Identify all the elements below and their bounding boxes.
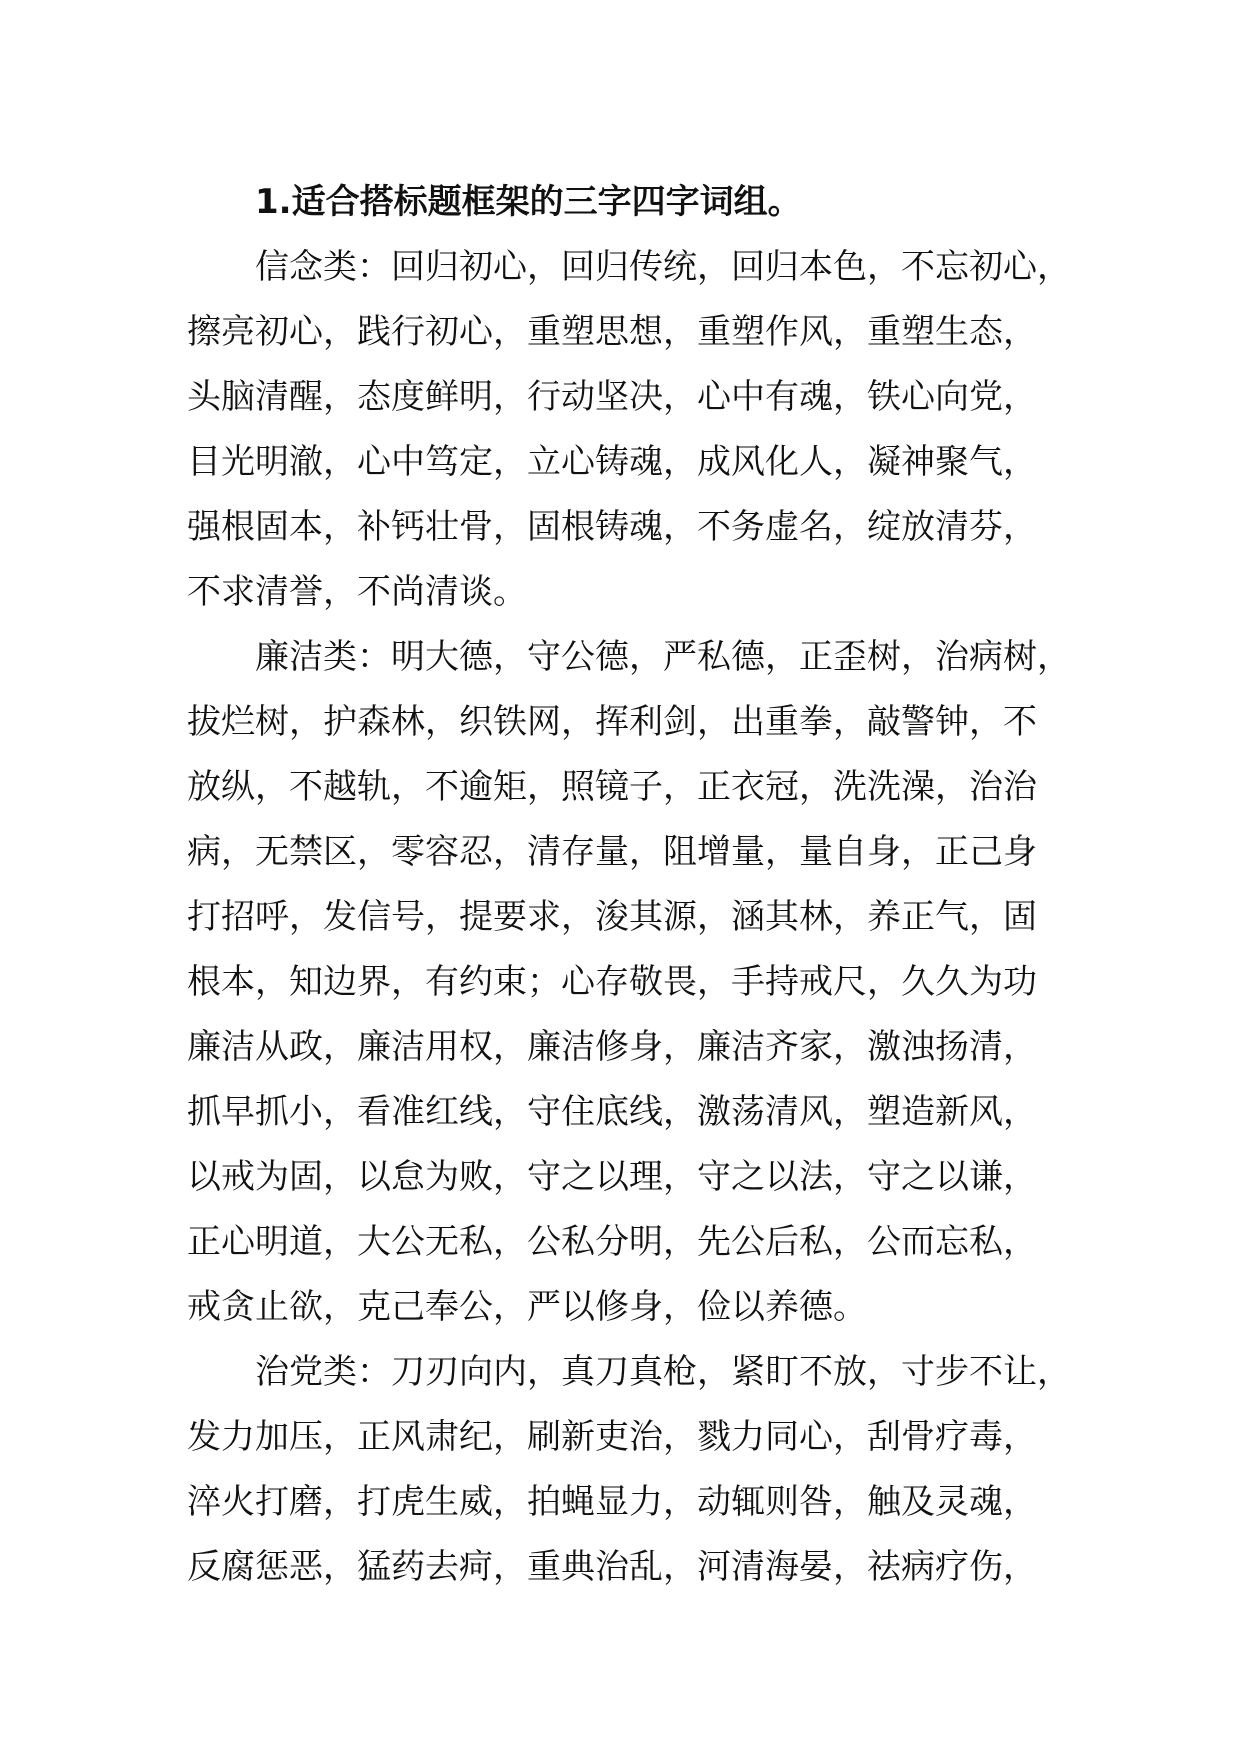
- text-line: 以戒为固，以怠为败，守之以理，守之以法，守之以谦，: [187, 1157, 1037, 1197]
- text-line: 信念类：回归初心，回归传统，回归本色，不忘初心，: [255, 247, 1071, 287]
- section-heading: 1.适合搭标题框架的三字四字词组。: [255, 182, 802, 222]
- text-line: 淬火打磨，打虎生威，拍蝇显力，动辄则咎，触及灵魂，: [187, 1482, 1037, 1522]
- text-line: 戒贪止欲，克己奉公，严以修身，俭以养德。: [187, 1287, 867, 1327]
- text-line: 目光明澈，心中笃定，立心铸魂，成风化人，凝神聚气，: [187, 442, 1037, 482]
- text-line: 反腐惩恶，猛药去疴，重典治乱，河清海晏，祛病疗伤，: [187, 1547, 1037, 1587]
- text-line: 廉洁从政，廉洁用权，廉洁修身，廉洁齐家，激浊扬清，: [187, 1027, 1037, 1067]
- text-line: 擦亮初心，践行初心，重塑思想，重塑作风，重塑生态，: [187, 312, 1037, 352]
- text-line: 拔烂树，护森林，织铁网，挥利剑，出重拳，敲警钟，不: [187, 702, 1037, 742]
- text-line: 根本，知边界，有约束；心存敬畏，手持戒尺，久久为功: [187, 962, 1037, 1002]
- paragraph-party-governance: [187, 1340, 1087, 1600]
- text-line: 发力加压，正风肃纪，刷新吏治，戮力同心，刮骨疗毒，: [187, 1417, 1037, 1457]
- text-line: 头脑清醒，态度鲜明，行动坚决，心中有魂，铁心向党，: [187, 377, 1037, 417]
- text-line: 治党类：刀刃向内，真刀真枪，紧盯不放，寸步不让，: [255, 1352, 1071, 1392]
- paragraph-integrity: [187, 625, 1087, 1340]
- text-line: 强根固本，补钙壮骨，固根铸魂，不务虚名，绽放清芬，: [187, 507, 1037, 547]
- text-line: 病，无禁区，零容忍，清存量，阻增量，量自身，正己身: [187, 832, 1037, 872]
- text-line: 抓早抓小，看准红线，守住底线，激荡清风，塑造新风，: [187, 1092, 1037, 1132]
- text-line: 打招呼，发信号，提要求，浚其源，涵其林，养正气，固: [187, 897, 1037, 937]
- paragraph-belief: [187, 235, 1087, 625]
- document-body: [187, 170, 1087, 1600]
- text-line: 放纵，不越轨，不逾矩，照镜子，正衣冠，洗洗澡，治治: [187, 767, 1037, 807]
- text-line: 不求清誉，不尚清谈。: [187, 572, 527, 612]
- text-line: 正心明道，大公无私，公私分明，先公后私，公而忘私，: [187, 1222, 1037, 1262]
- text-line: 廉洁类：明大德，守公德，严私德，正歪树，治病树，: [255, 637, 1071, 677]
